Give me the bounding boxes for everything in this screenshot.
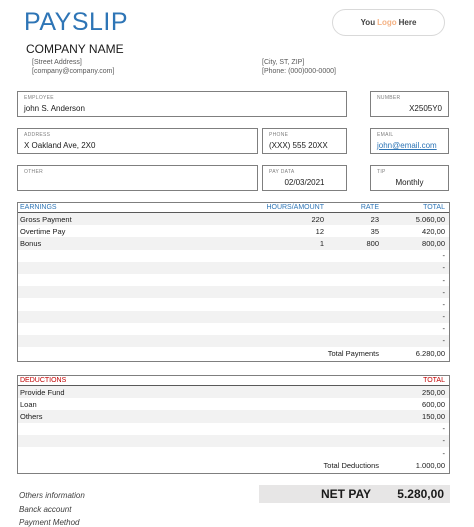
earning-total: 800,00 [422, 238, 445, 248]
earning-total: - [442, 312, 445, 322]
company-name: COMPANY NAME [26, 42, 124, 56]
deduction-total: 250,00 [422, 387, 445, 397]
earning-total: - [442, 251, 445, 261]
number-field[interactable] [370, 91, 449, 117]
earning-description: Gross Payment [20, 214, 72, 224]
earning-total: - [442, 299, 445, 309]
bank-account: Banck account [19, 505, 72, 514]
deduction-description: Loan [20, 399, 37, 409]
employee-label: EMPLOYEE [24, 95, 54, 101]
company-phone: [Phone: (000)000-0000] [262, 68, 336, 75]
logo-here-text: Here [398, 18, 417, 27]
deduction-total: - [442, 436, 445, 446]
company-logo-placeholder[interactable] [332, 9, 445, 36]
email-value[interactable]: john@email.com [377, 141, 437, 150]
phone-field[interactable] [262, 128, 347, 154]
net-pay-value: 5.280,00 [397, 487, 444, 501]
tip-label: TIP [377, 169, 386, 175]
deductions-row [18, 410, 449, 422]
earning-total: - [442, 275, 445, 285]
earnings-row [18, 250, 449, 262]
earning-hours: 220 [311, 214, 324, 224]
earnings-row [18, 298, 449, 310]
company-email: [company@company.com] [32, 68, 115, 75]
number-label: NUMBER [377, 95, 401, 101]
total-deductions-row [18, 459, 449, 471]
tip-field[interactable] [370, 165, 449, 191]
deductions-row [18, 435, 449, 447]
payslip-title: PAYSLIP [24, 8, 129, 36]
address-label: ADDRESS [24, 132, 51, 138]
earnings-row [18, 274, 449, 286]
street-address: [Street Address] [32, 59, 82, 66]
earnings-header [18, 203, 449, 213]
deduction-total: 600,00 [422, 399, 445, 409]
address-field[interactable] [17, 128, 258, 154]
deductions-table [17, 375, 450, 474]
deduction-total: 150,00 [422, 411, 445, 421]
earning-rate: 35 [370, 226, 379, 236]
email-field[interactable] [370, 128, 449, 154]
earning-description: Bonus [20, 238, 42, 248]
earning-total: - [442, 336, 445, 346]
earning-total: - [442, 324, 445, 334]
email-label: EMAIL [377, 132, 394, 138]
total-deductions-label: Total Deductions [323, 460, 379, 470]
earning-total: - [442, 263, 445, 273]
net-pay-box [259, 485, 450, 503]
deductions-row [18, 447, 449, 459]
deduction-total: - [442, 448, 445, 458]
earning-total: 420,00 [422, 226, 445, 236]
earning-total: 5.060,00 [415, 214, 445, 224]
employee-field[interactable] [17, 91, 347, 117]
total-deductions-value: 1.000,00 [415, 460, 445, 470]
earnings-rows [18, 213, 449, 347]
others-information: Others information [19, 491, 85, 500]
total-col-header: TOTAL [423, 204, 445, 211]
phone-value: (XXX) 555 20XX [269, 141, 328, 150]
earnings-row [18, 286, 449, 298]
earnings-col-header: EARNINGS [20, 204, 57, 211]
earnings-row [18, 335, 449, 347]
earning-description: Overtime Pay [20, 226, 66, 236]
earnings-table [17, 202, 450, 362]
pay-date-value: 02/03/2021 [284, 178, 325, 187]
logo-logo-text: Logo [377, 18, 397, 27]
employee-value: john S. Anderson [24, 104, 85, 113]
pay-date-field[interactable] [262, 165, 347, 191]
deduction-description: Provide Fund [20, 387, 65, 397]
deduction-description: Others [20, 411, 43, 421]
total-payments-value: 6.280,00 [415, 348, 445, 358]
deductions-header [18, 376, 449, 386]
hours-col-header: HOURS/AMOUNT [266, 204, 324, 211]
payment-method: Payment Method [19, 518, 80, 527]
tip-value: Monthly [395, 178, 424, 187]
deductions-row [18, 398, 449, 410]
earnings-row [18, 323, 449, 335]
number-value: X2505Y0 [409, 104, 442, 113]
earnings-row [18, 311, 449, 323]
deduction-total: - [442, 424, 445, 434]
earnings-row [18, 225, 449, 237]
earning-hours: 12 [315, 226, 324, 236]
deductions-rows [18, 386, 449, 459]
logo-you-text: You [360, 18, 376, 27]
earnings-row [18, 262, 449, 274]
earning-hours: 1 [319, 238, 324, 248]
earnings-row [18, 237, 449, 249]
address-value: X Oakland Ave, 2X0 [24, 141, 96, 150]
pay-date-label: PAY DATA [269, 169, 295, 175]
earnings-row [18, 213, 449, 225]
deductions-row [18, 386, 449, 398]
total-payments-row [18, 347, 449, 359]
deductions-total-col-header: TOTAL [423, 377, 445, 384]
rate-col-header: RATE [360, 204, 379, 211]
earning-rate: 23 [370, 214, 379, 224]
earning-rate: 800 [366, 238, 379, 248]
net-pay-label: NET PAY [321, 487, 372, 501]
phone-label: PHONE [269, 132, 289, 138]
other-field[interactable] [17, 165, 258, 191]
deductions-col-header: DEDUCTIONS [20, 377, 67, 384]
deductions-row [18, 423, 449, 435]
city-state-zip: [City, ST, ZIP] [262, 59, 305, 66]
total-payments-label: Total Payments [327, 348, 379, 358]
other-label: OTHER [24, 169, 43, 175]
earning-total: - [442, 287, 445, 297]
